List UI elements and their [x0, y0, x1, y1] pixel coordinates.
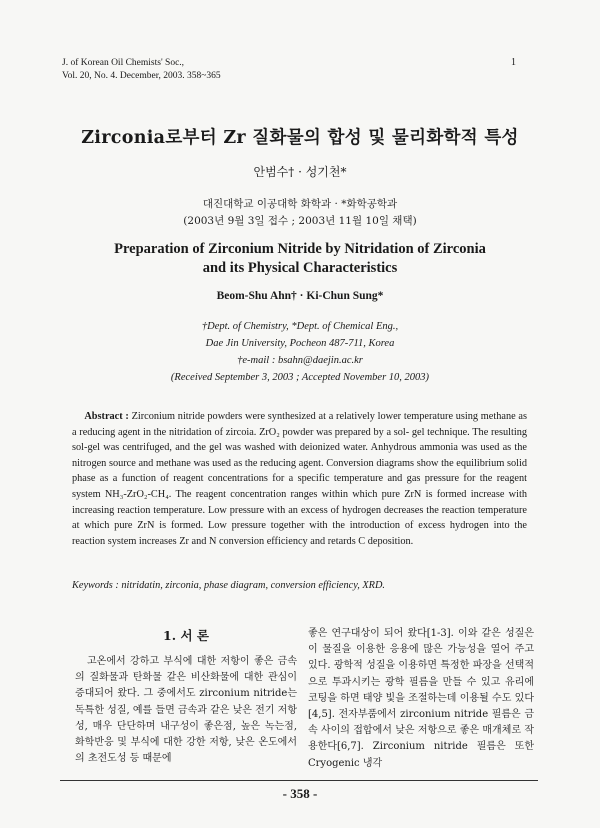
- english-title-line-2: and its Physical Characteristics: [202, 260, 398, 276]
- english-email: †e-mail : bsahn@daejin.ac.kr: [237, 355, 363, 366]
- abstract: [72, 409, 527, 549]
- keywords: Keywords : nitridatin, zirconia, phase diagram, conversion efficiency, XRD.: [72, 580, 385, 591]
- journal-line-1: J. of Korean Oil Chemists' Soc.,: [62, 58, 185, 68]
- english-affiliation: [0, 318, 600, 386]
- korean-affiliation: [0, 196, 600, 230]
- journal-line-2: Vol. 20, No. 4. December, 2003. 358~365: [62, 71, 221, 81]
- page-number: 1: [511, 57, 516, 68]
- english-affiliation-line-1: †Dept. of Chemistry, *Dept. of Chemical Eng.,: [201, 321, 399, 332]
- abstract-text: Zirconium nitride powders were synthesized at a relatively lower temperature using methane as a reducing agent in the nitridation of zircoia. ZrO₂ powder was prepared by a sol- gel technique. The resulting sol-gel was centrifuged, and the gel was washed with deionized water. Anhydrous ammonia was used as the nitrogen source and methane was used as the reducing agent. Conversion diagrams show the equilibrium solid phase as a function of reagent concentrations for a specific temperature and gas pressure for the reagent system NH₃-ZrO₂-CH₄. The reagent concentration ranges within which pure ZrN is formed increase with increasing reaction temperature. Low pressure with an excess of hydrogen decreases the reaction temperature at which pure ZrN is formed. Low pressure together with the introduction of excess hydrogen into the reaction system increases Zr and N conversion efficiency and retards C deposition.: [72, 411, 527, 547]
- journal-citation: [62, 57, 221, 83]
- english-title: [0, 240, 600, 278]
- korean-affiliation-line: 대진대학교 이공대학 화학과 · *화학공학과: [202, 198, 398, 210]
- section-heading: 1. 서 론: [163, 628, 209, 643]
- korean-dates: (2003년 9월 3일 접수 ; 2003년 11월 10일 채택): [183, 215, 417, 227]
- english-title-line-1: Preparation of Zirconium Nitride by Nitridation of Zirconia: [114, 241, 486, 257]
- abstract-label: Abstract :: [84, 411, 129, 422]
- korean-title: Zirconia로부터 Zr 질화물의 합성 및 물리화학적 특성: [81, 128, 519, 148]
- section-right-column: 좋은 연구대상이 되어 왔다[1-3]. 이와 같은 성질은 이 물질을 이용한 응용에 많은 가능성을 열어 주고 있다. 광학적 성질을 이용하면 특정한 파장을 선택적으로 투과시키는 광학 필름을 만들 수 있고 유리에 코팅을 하면 태양 빛을 조절하는데 이용될 수도 있다[4,5]. 전자부품에서 zirconium nitride 필름은 금속 사이의 접합에서 낮은 저항으로 좋은 매개체로 작용한다[6,7]. Zirconium nitride 필름은 또한 Cryogenic 냉각: [308, 628, 534, 769]
- footer-divider: [60, 780, 538, 781]
- korean-authors: 안범수† · 성기천*: [253, 165, 347, 179]
- english-affiliation-line-2: Dae Jin University, Pocheon 487-711, Korea: [205, 338, 395, 349]
- english-received-dates: (Received September 3, 2003 ; Accepted November 10, 2003): [170, 372, 430, 383]
- english-authors: Beom-Shu Ahn† · Ki-Chun Sung*: [216, 290, 384, 302]
- section-left-column: 고온에서 강하고 부식에 대한 저항이 좋은 금속의 질화물과 탄화물 같은 비산화물에 대한 관심이 증대되어 왔다. 그 중에서도 zirconium nitride는 독특한 성질, 예를 들면 금속과 같은 낮은 전기 저항성, 매우 단단하며 내구성이 좋은점, 높은 녹는점, 화학반응 및 부식에 대한 강한 저항, 낮은 온도에서의 초전도성 등 때문에: [75, 656, 297, 765]
- footer-page-number: - 358 -: [282, 786, 318, 801]
